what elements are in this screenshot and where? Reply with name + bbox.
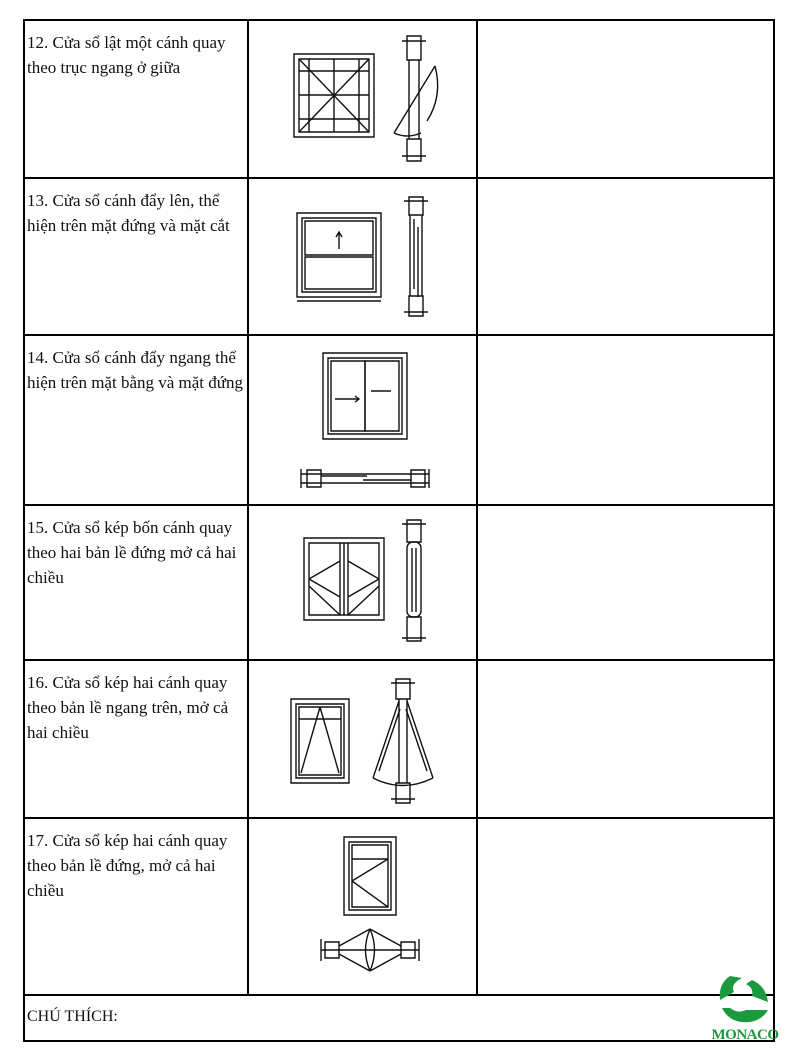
symbol-cell bbox=[249, 21, 478, 177]
row-description: 17. Cửa sổ kép hai cánh quay theo bản lề đứng, mở cả hai chiều bbox=[27, 831, 228, 900]
note-row bbox=[25, 996, 773, 1040]
description-cell bbox=[25, 819, 249, 994]
table-row bbox=[25, 336, 773, 506]
monaco-logo bbox=[700, 970, 790, 1050]
description-cell bbox=[25, 661, 249, 817]
description-cell bbox=[25, 21, 249, 177]
description-cell bbox=[25, 336, 249, 504]
double-four-sash-window-icon bbox=[249, 506, 478, 659]
table-row bbox=[25, 661, 773, 819]
row-description: 12. Cửa sổ lật một cánh quay theo trục ngang ở giữa bbox=[27, 33, 226, 77]
notes-cell bbox=[478, 21, 773, 177]
notes-cell bbox=[478, 179, 773, 334]
notes-cell bbox=[478, 819, 773, 994]
symbol-table bbox=[23, 19, 775, 1042]
sliding-horizontal-window-icon bbox=[249, 336, 478, 504]
symbol-cell bbox=[249, 506, 478, 659]
note-label: CHÚ THÍCH: bbox=[27, 1008, 118, 1025]
row-description: 15. Cửa sổ kép bốn cánh quay theo hai bản lề đứng mở cả hai chiều bbox=[27, 518, 237, 587]
table-row bbox=[25, 506, 773, 661]
notes-cell bbox=[478, 661, 773, 817]
notes-cell bbox=[478, 336, 773, 504]
table-row bbox=[25, 819, 773, 996]
logo-text: MONACO bbox=[711, 1027, 779, 1043]
table-row bbox=[25, 179, 773, 336]
symbol-cell bbox=[249, 336, 478, 504]
leaf-logo-icon bbox=[700, 970, 790, 1028]
sliding-up-window-icon bbox=[249, 179, 478, 334]
symbol-cell bbox=[249, 819, 478, 994]
pivot-window-icon bbox=[249, 21, 478, 177]
description-cell bbox=[25, 179, 249, 334]
top-hinged-double-window-icon bbox=[249, 661, 478, 817]
symbol-cell bbox=[249, 661, 478, 817]
table-row bbox=[25, 21, 773, 179]
side-hinged-double-window-icon bbox=[249, 819, 478, 994]
row-description: 13. Cửa sổ cánh đẩy lên, thể hiện trên mặt đứng và mặt cắt bbox=[27, 191, 230, 235]
row-description: 14. Cửa sổ cánh đẩy ngang thể hiện trên mặt bằng và mặt đứng bbox=[27, 348, 243, 392]
symbol-cell bbox=[249, 179, 478, 334]
description-cell bbox=[25, 506, 249, 659]
notes-cell bbox=[478, 506, 773, 659]
row-description: 16. Cửa sổ kép hai cánh quay theo bản lề ngang trên, mở cả hai chiều bbox=[27, 673, 229, 742]
